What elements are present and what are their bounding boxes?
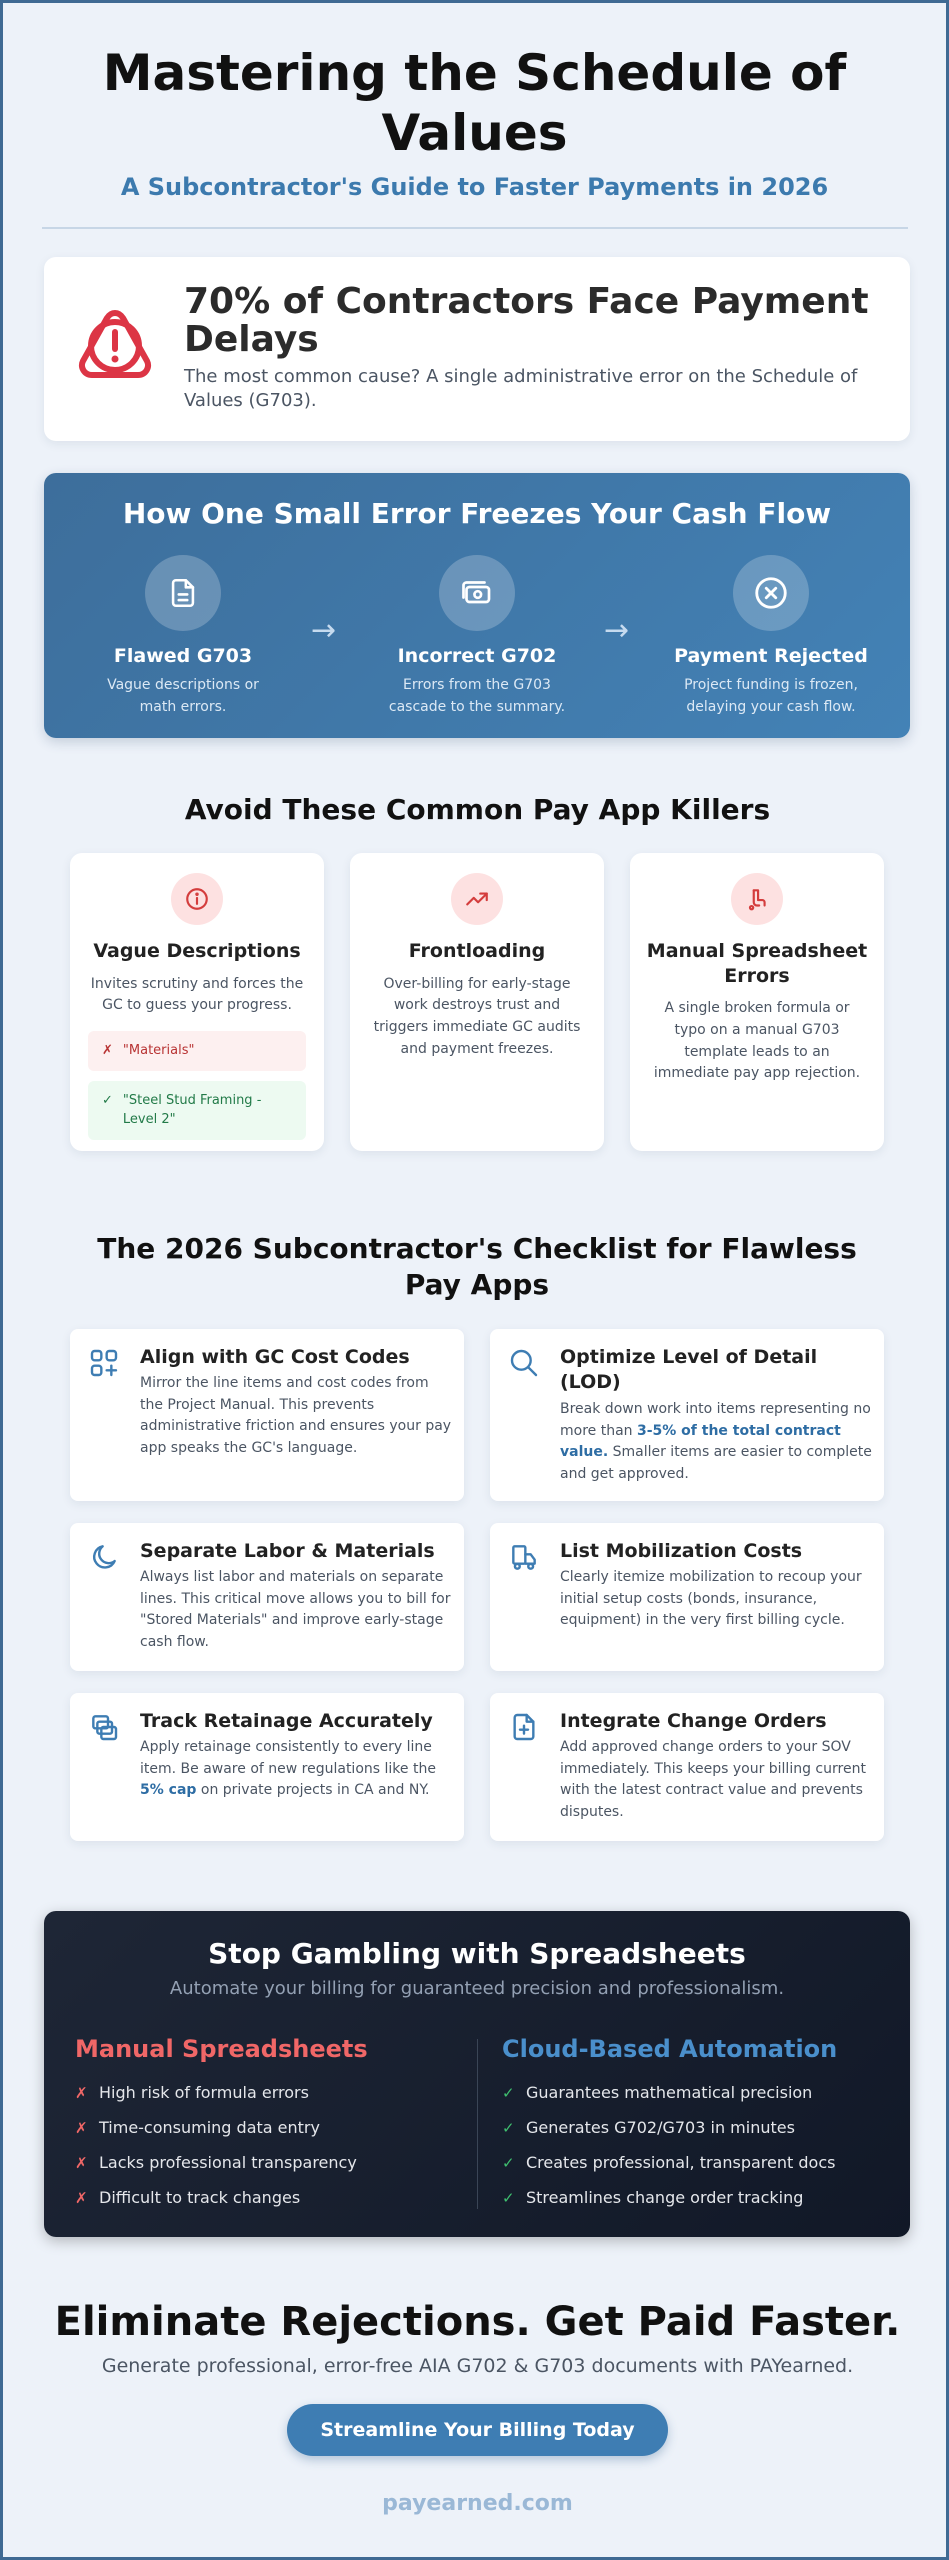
comparison-list-item (75, 2075, 455, 2110)
moon-split-icon (88, 1541, 120, 1573)
stat-text: The most common cause? A single administrative error on the Schedule of Values (G703). (184, 366, 858, 412)
checklist-title: Separate Labor & Materials (140, 1540, 435, 1562)
bad-example-text: "Materials" (122, 1043, 195, 1059)
checklist-title: List Mobilization Costs (560, 1540, 803, 1562)
good-example-text: "Steel Stud Framing - Level 2" (122, 1092, 262, 1128)
cross-icon: ✗ (75, 2188, 88, 2207)
magnifier-icon (508, 1347, 540, 1379)
checklist-desc (560, 1399, 872, 1486)
checklist-desc: Always list labor and materials on separate lines. This critical move allows you to bill for "Stored Materials" and improve early-stage cash flow. (140, 1569, 451, 1651)
manual-drawbacks-list (75, 2075, 455, 2215)
checklist-desc: Add approved change orders to your SOV immediately. This keeps your billing current with the latest contract value and prevents disputes. (560, 1739, 866, 1821)
checklist-highlight: 5% cap (140, 1782, 197, 1799)
layers-icon (88, 1711, 120, 1743)
comparison-item-text: Difficult to track changes (99, 2188, 301, 2207)
comparison-item-text: High risk of formula errors (99, 2083, 309, 2102)
page-header (3, 3, 946, 229)
streamline-billing-button[interactable]: Streamline Your Billing Today (287, 2404, 668, 2456)
cash-flow-title: How One Small Error Freezes Your Cash Flow (122, 497, 832, 530)
checklist-title: Track Retainage Accurately (140, 1710, 433, 1732)
checklist-desc (140, 1737, 452, 1802)
comparison-subtitle: Automate your billing for guaranteed precision and professionalism. (169, 1978, 785, 1999)
check-icon: ✓ (502, 2083, 515, 2102)
checklist-title: Optimize Level of Detail (LOD) (560, 1346, 818, 1393)
page-subtitle: A Subcontractor's Guide to Faster Payments in 2026 (120, 173, 829, 201)
cloud-automation-column (502, 2035, 882, 2215)
stat-card (44, 257, 910, 441)
cross-icon: ✗ (102, 1043, 113, 1059)
cash-flow-panel (44, 473, 910, 738)
killer-title: Frontloading (408, 940, 546, 962)
flow-step-desc: Errors from the G703 cascade to the summary. (388, 677, 566, 715)
killer-card-vague-descriptions (70, 853, 324, 1151)
comparison-list-item (75, 2110, 455, 2145)
comparison-panel (44, 1911, 910, 2237)
good-example (88, 1081, 306, 1140)
killer-title: Vague Descriptions (93, 940, 301, 962)
manual-column-heading: Manual Spreadsheets (75, 2035, 368, 2063)
cloud-column-heading: Cloud-Based Automation (502, 2035, 838, 2063)
header-divider (42, 227, 908, 229)
killer-badge (171, 873, 223, 925)
checklist-card-optimize-lod (490, 1329, 884, 1501)
checklist-title: Align with GC Cost Codes (140, 1346, 410, 1368)
flow-step-title: Flawed G703 (113, 645, 253, 667)
checklist-card-mobilization (490, 1523, 884, 1671)
check-icon: ✓ (502, 2188, 515, 2207)
check-icon: ✓ (102, 1092, 113, 1108)
file-plus-icon (508, 1711, 540, 1743)
checklist-card-change-orders (490, 1693, 884, 1841)
alert-triangle-icon (74, 305, 156, 387)
comparison-item-text: Guarantees mathematical precision (526, 2083, 813, 2102)
checklist-card-retainage (70, 1693, 464, 1841)
cross-icon: ✗ (75, 2083, 88, 2102)
stat-heading: 70% of Contractors Face Payment Delays (184, 281, 869, 360)
trend-up-icon (464, 886, 490, 912)
killer-card-frontloading (350, 853, 604, 1151)
check-icon: ✓ (502, 2118, 515, 2137)
comparison-item-text: Streamlines change order tracking (526, 2188, 804, 2207)
cross-icon: ✗ (75, 2153, 88, 2172)
arrow-right-icon: → (311, 613, 337, 648)
comparison-list-item (502, 2110, 882, 2145)
bad-example (88, 1031, 306, 1071)
check-icon: ✓ (502, 2153, 515, 2172)
x-circle-icon (752, 574, 790, 612)
comparison-list-item (502, 2145, 882, 2180)
checklist-card-labor-materials (70, 1523, 464, 1671)
comparison-title: Stop Gambling with Spreadsheets (208, 1937, 746, 1970)
cta-title: Eliminate Rejections. Get Paid Faster. (54, 2299, 901, 2345)
killer-title: Manual Spreadsheet Errors (646, 940, 868, 987)
spreadsheet-error-icon (744, 886, 770, 912)
flow-step-payment-rejected (656, 555, 886, 718)
flow-step-desc: Project funding is frozen, delaying your cash flow. (684, 677, 858, 715)
document-icon (166, 576, 200, 610)
flow-step-incorrect-g702 (362, 555, 592, 718)
killers-section-title: Avoid These Common Pay App Killers (184, 793, 771, 826)
cloud-benefits-list (502, 2075, 882, 2215)
killer-desc: Over-billing for early-stage work destroys trust and triggers immediate GC audits and payment freezes. (373, 975, 581, 1057)
comparison-item-text: Time-consuming data entry (99, 2118, 320, 2137)
truck-icon (508, 1541, 540, 1573)
flow-step-desc: Vague descriptions or math errors. (107, 677, 259, 715)
flow-step-flawed-g703 (68, 555, 298, 718)
killer-desc: A single broken formula or typo on a manual G703 template leads to an immediate pay app rejection. (653, 1000, 861, 1082)
footer-site-link[interactable]: payearned.com (382, 2491, 573, 2516)
flow-step-title: Incorrect G702 (397, 645, 557, 667)
killer-badge (731, 873, 783, 925)
killer-badge (451, 873, 503, 925)
flow-step-circle (145, 555, 221, 631)
comparison-item-text: Creates professional, transparent docs (526, 2153, 836, 2172)
checklist-desc-part: Smaller items are easier to complete and get approved. (560, 1444, 872, 1483)
comparison-list-item (502, 2075, 882, 2110)
checklist-desc-part: on private projects in CA and NY. (196, 1782, 430, 1799)
comparison-item-text: Generates G702/G703 in minutes (526, 2118, 795, 2137)
killer-desc: Invites scrutiny and forces the GC to guess your progress. (90, 975, 304, 1014)
checklist-desc: Clearly itemize mobilization to recoup your initial setup costs (bonds, insurance, equipment) in the very first billing cycle. (560, 1569, 862, 1629)
cta-subtitle: Generate professional, error-free AIA G702 & G703 documents with PAYearned. (101, 2355, 854, 2377)
checklist-title: Integrate Change Orders (560, 1710, 827, 1732)
checklist-desc-part: Apply retainage consistently to every line item. Be aware of new regulations like the (140, 1739, 436, 1777)
checklist-desc: Mirror the line items and cost codes from the Project Manual. This prevents administrative friction and ensures your pay app speaks the GC's language. (140, 1375, 452, 1457)
checklist-desc-part: Break down work into items representing no more than (560, 1401, 871, 1439)
comparison-list-item (75, 2180, 455, 2215)
money-icon (459, 575, 495, 611)
info-icon (184, 886, 210, 912)
manual-spreadsheets-column (75, 2035, 455, 2215)
cross-icon: ✗ (75, 2118, 88, 2137)
page-title: Mastering the Schedule of Values (102, 44, 847, 162)
checklist-highlight: 3-5% of the total contract value. (560, 1422, 841, 1461)
flow-step-circle (733, 555, 809, 631)
grid-plus-icon (88, 1347, 120, 1379)
comparison-list-item (502, 2180, 882, 2215)
flow-step-title: Payment Rejected (674, 645, 868, 667)
flow-step-circle (439, 555, 515, 631)
killer-card-manual-spreadsheet-errors (630, 853, 884, 1151)
checklist-card-align-cost-codes (70, 1329, 464, 1501)
comparison-list-item (75, 2145, 455, 2180)
arrow-right-icon: → (604, 613, 630, 648)
comparison-item-text: Lacks professional transparency (99, 2153, 357, 2172)
checklist-section-title: The 2026 Subcontractor's Checklist for Flawless Pay Apps (97, 1232, 857, 1302)
column-divider (477, 2039, 478, 2209)
